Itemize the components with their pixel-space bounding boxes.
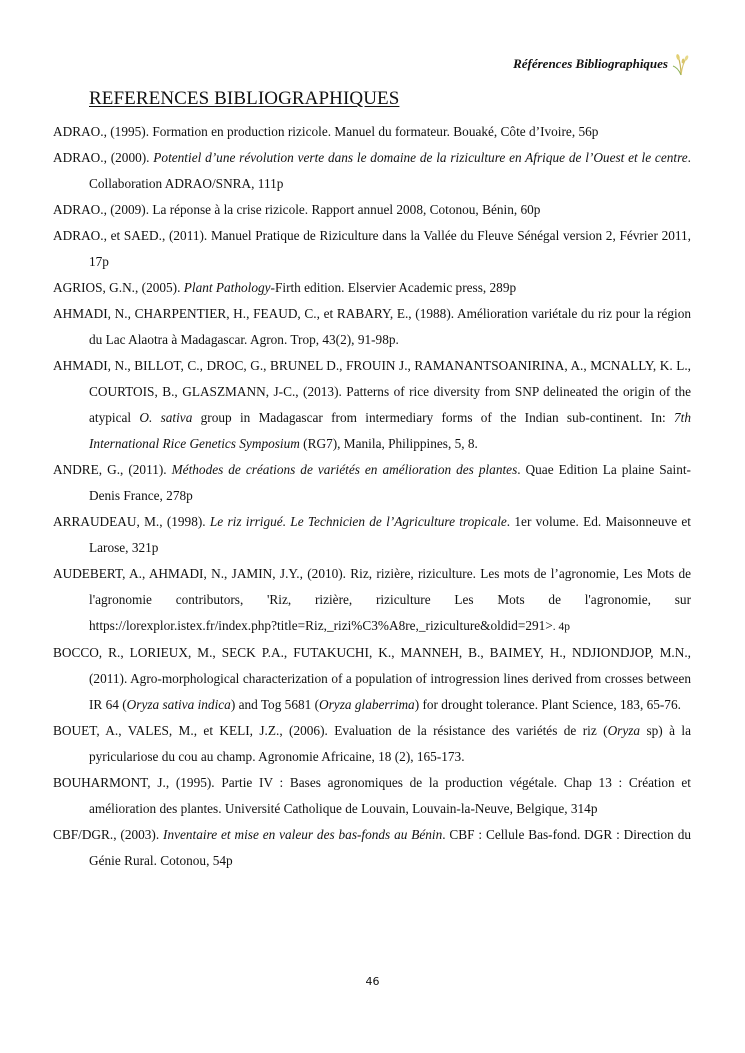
reference-entry: ADRAO., (2009). La réponse à la crise rizicole. Rapport annuel 2008, Cotonou, Bénin, 60p bbox=[53, 202, 541, 217]
reference-entry: ANDRE, G., (2011). Méthodes de créations de variétés en amélioration des plantes. Quae Edition La plaine Saint-Denis France, 278p bbox=[53, 462, 691, 503]
reference-entry: ADRAO., (2000). Potentiel d’une révolution verte dans le domaine de la riziculture en Afrique de l’Ouest et le centre. Collaboration ADRAO/SNRA, 111p bbox=[53, 150, 691, 191]
reference-entry: AUDEBERT, A., AHMADI, N., JAMIN, J.Y., (2010). Riz, rizière, riziculture. Les mots de l’agronomie, Les Mots de l'agronomie contributors, 'Riz, rizière, riziculture Les Mots de l'agronomie, sur https://lorexplor.istex.fr/index.php?title=Riz,_rizi%C3%A8re,_riziculture&oldid=291>. 4p bbox=[53, 566, 691, 633]
page-title: REFERENCES BIBLIOGRAPHIQUES bbox=[89, 88, 400, 109]
reference-entry: BOUET, A., VALES, M., et KELI, J.Z., (2006). Evaluation de la résistance des variétés de riz (Oryza sp) à la pyriculariose du cou au champ. Agronomie Africaine, 18 (2), 165-173. bbox=[53, 723, 691, 764]
reference-list bbox=[53, 119, 691, 874]
rice-plant-icon bbox=[672, 52, 690, 76]
reference-entry: ADRAO., (1995). Formation en production rizicole. Manuel du formateur. Bouaké, Côte d’Ivoire, 56p bbox=[53, 124, 599, 139]
reference-entry: ARRAUDEAU, M., (1998). Le riz irrigué. Le Technicien de l’Agriculture tropicale. 1er volume. Ed. Maisonneuve et Larose, 321p bbox=[53, 514, 691, 555]
reference-entry: ADRAO., et SAED., (2011). Manuel Pratique de Riziculture dans la Vallée du Fleuve Sénégal version 2, Février 2011, 17p bbox=[53, 228, 691, 269]
reference-entry: AGRIOS, G.N., (2005). Plant Pathology-Firth edition. Elservier Academic press, 289p bbox=[53, 280, 517, 295]
running-header-title: Références Bibliographiques bbox=[513, 56, 668, 71]
reference-entry: BOCCO, R., LORIEUX, M., SECK P.A., FUTAKUCHI, K., MANNEH, B., BAIMEY, H., NDJIONDJOP, M.N., (2011). Agro-morphological characterization of a population of introgression lines derived from crosses between IR 64 (Oryza sativa indica) and Tog 5681 (Oryza glaberrima) for drought tolerance. Plant Science, 183, 65-76. bbox=[53, 645, 691, 712]
running-header bbox=[513, 52, 690, 76]
reference-entry: CBF/DGR., (2003). Inventaire et mise en valeur des bas-fonds au Bénin. CBF : Cellule Bas-fond. DGR : Direction du Génie Rural. Cotonou, 54p bbox=[53, 827, 691, 868]
reference-entry: BOUHARMONT, J., (1995). Partie IV : Bases agronomiques de la production végétale. Chap 13 : Création et amélioration des plantes. Université Catholique de Louvain, Louvain-la-Neuve, Belgique, 314p bbox=[53, 775, 691, 816]
reference-entry: AHMADI, N., BILLOT, C., DROC, G., BRUNEL D., FROUIN J., RAMANANTSOANIRINA, A., MCNALLY, K. L., COURTOIS, B., GLASZMANN, J-C., (2013). Patterns of rice diversity from SNP delineated the origin of the atypical O. sativa group in Madagascar from intermediary forms of the Indian sub-continent. In: 7th International Rice Genetics Symposium (RG7), Manila, Philippines, 5, 8. bbox=[53, 358, 691, 451]
page-number: 46 bbox=[365, 975, 380, 988]
reference-entry: AHMADI, N., CHARPENTIER, H., FEAUD, C., et RABARY, E., (1988). Amélioration variétale du riz pour la région du Lac Alaotra à Madagascar. Agron. Trop, 43(2), 91-98p. bbox=[53, 306, 691, 347]
